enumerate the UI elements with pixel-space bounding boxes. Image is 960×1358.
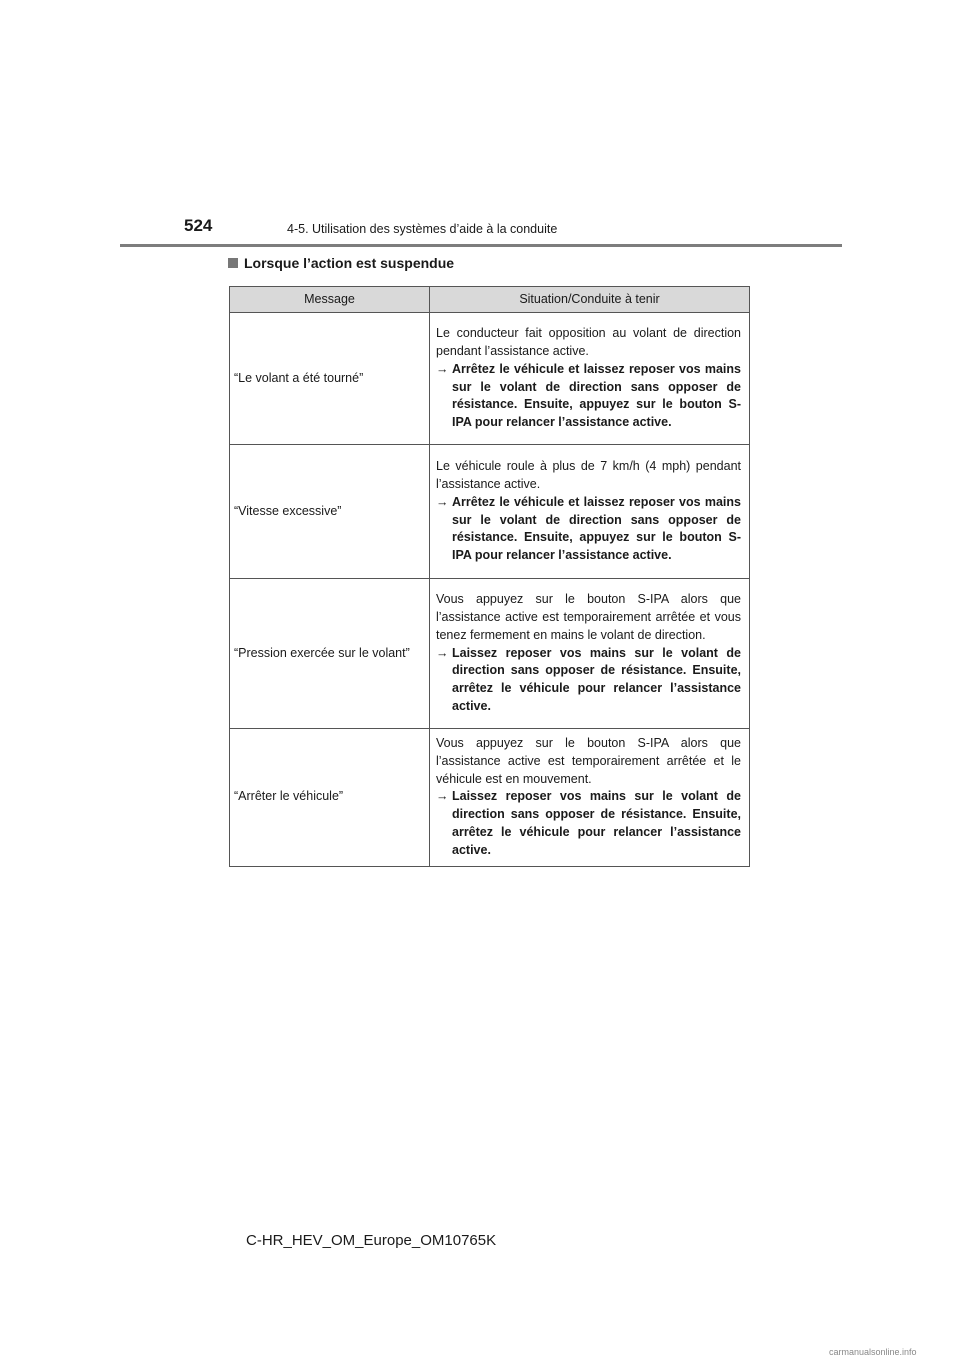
action-text: Laissez reposer vos mains sur le volant de direction sans opposer de résistance. Ensuite, arrêtez le véhicule pour relancer l’assistance active.	[452, 645, 741, 713]
action-text: Arrêtez le véhicule et laissez reposer vos mains sur le volant de direction sans opposer de résistance. Ensuite, appuyez sur le bouton S-IPA pour relancer l’assistance active.	[452, 361, 741, 430]
message-cell: “Le volant a été tourné”	[230, 313, 430, 445]
right-arrow-icon: →	[436, 361, 449, 376]
square-bullet-icon	[228, 258, 238, 268]
situation-cell	[430, 445, 750, 579]
situation-text: Le conducteur fait opposition au volant de direction pendant l’assistance active.	[436, 326, 741, 358]
table-row	[230, 729, 750, 867]
right-arrow-icon: →	[436, 789, 449, 804]
action-line	[436, 494, 741, 565]
table-row	[230, 313, 750, 445]
situation-text: Vous appuyez sur le bouton S-IPA alors que l’assistance active est temporairement arrêtée et le véhicule est en mouvement.	[436, 736, 741, 786]
action-line	[436, 788, 741, 859]
situation-text: Le véhicule roule à plus de 7 km/h (4 mph) pendant l’assistance active.	[436, 459, 741, 491]
section-title: 4-5. Utilisation des systèmes d’aide à la conduite	[287, 222, 558, 236]
action-line	[436, 645, 741, 716]
table-row	[230, 445, 750, 579]
page-number: 524	[184, 216, 213, 235]
situation-cell	[430, 313, 750, 445]
message-cell: “Arrêter le véhicule”	[230, 729, 430, 867]
table-row	[230, 579, 750, 729]
watermark: carmanualsonline.info	[829, 1347, 917, 1357]
situation-cell	[430, 729, 750, 867]
column-header-situation: Situation/Conduite à tenir	[430, 287, 750, 313]
right-arrow-icon: →	[436, 494, 449, 509]
subheading-text: Lorsque l’action est suspendue	[244, 255, 455, 271]
table-header-row	[230, 287, 750, 313]
action-text: Laissez reposer vos mains sur le volant de direction sans opposer de résistance. Ensuite, arrêtez le véhicule pour relancer l’assistance active.	[452, 789, 741, 857]
message-table	[229, 286, 750, 867]
action-line	[436, 361, 741, 432]
document-id-footer: C-HR_HEV_OM_Europe_OM10765K	[246, 1232, 497, 1249]
column-header-message: Message	[230, 287, 430, 313]
situation-text: Vous appuyez sur le bouton S-IPA alors que l’assistance active est temporairement arrêtée et vous tenez fermement en mains le volant de direction.	[436, 592, 741, 642]
action-text: Arrêtez le véhicule et laissez reposer vos mains sur le volant de direction sans opposer de résistance. Ensuite, appuyez sur le bouton S-IPA pour relancer l’assistance active.	[452, 494, 741, 563]
situation-cell	[430, 579, 750, 729]
right-arrow-icon: →	[436, 645, 449, 660]
message-cell: “Pression exercée sur le volant”	[230, 579, 430, 729]
subheading	[228, 255, 454, 271]
header-divider	[120, 244, 842, 247]
message-cell: “Vitesse excessive”	[230, 445, 430, 579]
